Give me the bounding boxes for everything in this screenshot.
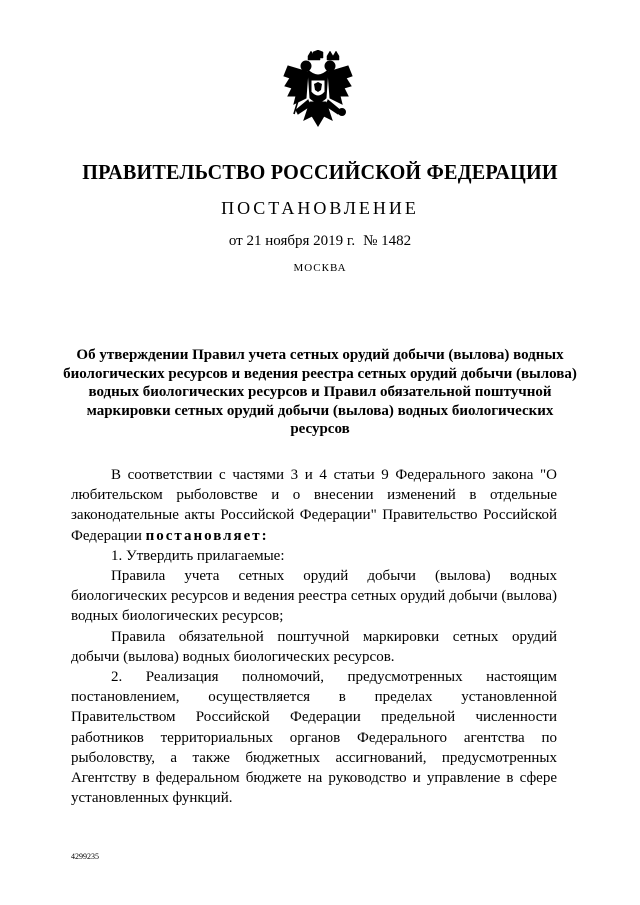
document-number: № 1482: [363, 233, 412, 249]
document-body: [71, 465, 557, 808]
document-date: от 21 ноября 2019 г.: [228, 233, 356, 249]
item-2-paragraph: 2. Реализация полномочий, предусмотренных настоящим постановлением, осуществляется в пределах установленной Правительством Российской Федерации предельной численности работников территориальных органов Федерального агентства по рыболовству, а также бюджетных ассигнований, предусмотренных Агентству в федеральном бюджете на руководство и управление в сфере установленных функций.: [71, 669, 557, 807]
document-subject: Об утверждении Правил учета сетных орудий добычи (вылова) водных биологических ресурсов и ведения реестра сетных орудий добычи (вылова) водных биологических ресурсов и Правил обязательной поштучной маркировки сетных орудий добычи (вылова) водных биологических ресурсов: [63, 347, 577, 437]
government-title: ПРАВИТЕЛЬСТВО РОССИЙСКОЙ ФЕДЕРАЦИИ: [82, 160, 558, 184]
document-code: 4299235: [71, 852, 99, 861]
document-type: ПОСТАНОВЛЕНИЕ: [221, 198, 419, 218]
document-city: МОСКВА: [293, 262, 347, 274]
rules-2-paragraph: Правила обязательной поштучной маркировки сетных орудий добычи (вылова) водных биологических ресурсов.: [71, 628, 557, 665]
preamble-text: В соответствии с частями 3 и 4 статьи 9 Федерального закона "О любительском рыболовстве и о внесении изменений в отдельные законодательные акты Российской Федерации" Правительство Российской Федерации: [71, 467, 557, 544]
decree-word: постановляет:: [145, 527, 269, 544]
item-1-paragraph: 1. Утвердить прилагаемые:: [111, 547, 285, 564]
rules-1-paragraph: Правила учета сетных орудий добычи (вылова) водных биологических ресурсов и ведения реестра сетных орудий добычи (вылова) водных биологических ресурсов;: [71, 568, 557, 625]
coat-of-arms-emblem: [282, 50, 354, 134]
preamble-paragraph: [71, 465, 557, 546]
document-date-line: [0, 233, 640, 250]
